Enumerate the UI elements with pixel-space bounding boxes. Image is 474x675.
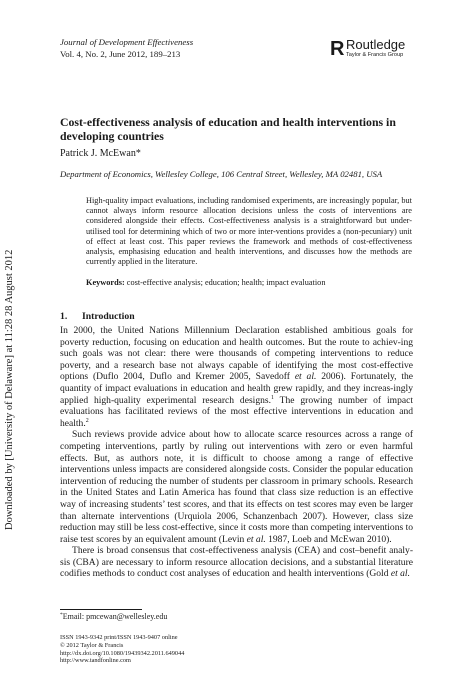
article-title: Cost-effectiveness analysis of education and health interventions in developing countries xyxy=(60,115,396,143)
body-line: of competing interventions, partly by ruling out interventions with zero or even harmful xyxy=(60,429,413,452)
download-watermark: Downloaded by [University of Delaware] at 11:28 28 August 2012 xyxy=(4,249,15,531)
body-line: United States and Latin America has found that class size reduction is an effective way of xyxy=(60,487,413,510)
body-line: evaluations has facilitated reviews of the most effective interventions in education and xyxy=(60,406,413,418)
section-number: 1. xyxy=(60,311,68,322)
body-line: codifies methods to conduct cost analyses of education and health interventions (Gold xyxy=(60,568,391,580)
journal-volume: Vol. 4, No. 2, June 2012, 189–213 xyxy=(60,48,181,59)
keywords-text: cost-effective analysis; education; health; impact evaluation xyxy=(126,278,326,287)
abstract-line: literature. xyxy=(165,257,198,267)
paragraph xyxy=(60,545,413,580)
abstract xyxy=(86,196,412,267)
body-line: poverty, and a research base not always capable of identifying the most cost-effective xyxy=(60,359,413,371)
footnote-reference: 1 xyxy=(270,394,274,401)
keywords-label: Keywords: xyxy=(86,278,125,287)
abstract-line: ventions provides a (non-pecuniary) unit of effect at least cost. This paper reviews xyxy=(86,226,412,246)
journal-header xyxy=(60,37,193,60)
body-line: unless impacts are considered alongside costs. Consider the popular education intervention xyxy=(60,464,413,487)
doi-link[interactable]: http://dx.doi.org/10.1080/19439342.2011.649044 xyxy=(60,649,185,657)
publication-meta xyxy=(60,634,184,665)
abstract-line: High-quality impact evaluations, including randomised experiments, are increasingly xyxy=(86,196,370,205)
body-line: 2006). Fortunately, the xyxy=(316,371,414,383)
body-line: effects. But, as authors note, it is difficult to choose among a range of effective interventions xyxy=(60,452,413,476)
body-line: may still be less cost-effective, since it costs more than competing interventions to raise test xyxy=(60,522,413,545)
body-line: scores by an equivalent amount (Levin xyxy=(96,533,247,545)
paragraph xyxy=(60,325,413,429)
body-line: 1987, Loeb and McEwan 2010). xyxy=(265,533,392,545)
paragraph xyxy=(60,429,413,545)
abstract-line: straightforward but under-utilised tool for determining which of two or more inter- xyxy=(86,216,412,236)
article-author: Patrick J. McEwan* xyxy=(60,148,141,159)
footnote-reference: 2 xyxy=(85,417,89,424)
routledge-logo-icon: R xyxy=(330,38,345,60)
section-heading xyxy=(60,311,135,323)
body-line: ing such goals was not clear: there were thousands of competing interventions to reduce xyxy=(60,336,413,360)
body-text xyxy=(60,325,413,580)
body-line: ingly applied high-quality experimental research designs. xyxy=(60,382,413,406)
author-affiliation: Department of Economics, Wellesley College, 106 Central Street, Wellesley, MA 02481, USA xyxy=(60,169,383,179)
body-line: of reducing the number of students per classroom in primary schools. Research in the xyxy=(60,475,413,499)
footnote-email: Email: pmcewan@wellesley.edu xyxy=(62,612,168,621)
publisher-group: Taylor & Francis Group xyxy=(346,52,404,58)
body-line: alternate interventions (Urquiola 2006, Schanzenbach 2007). However, class size reduction xyxy=(60,510,413,534)
footnote-divider xyxy=(60,609,142,610)
body-line: poverty reduction, focusing on education and health outcomes. But the route to achiev- xyxy=(60,336,401,348)
abstract-line: and health interventions, and discusses how the methods are currently applied in the xyxy=(86,247,412,267)
section-title: Introduction xyxy=(82,311,135,322)
copyright: © 2012 Taylor & Francis xyxy=(60,641,124,649)
body-line: increasing students’ test scores, and that its effects on test scores may even be larger than xyxy=(60,498,414,522)
body-line: health. xyxy=(60,417,86,429)
journal-name: Journal of Development Effectiveness xyxy=(60,37,194,47)
body-line: There is broad consensus that cost-effectiveness analysis (CEA) and cost–benefit analy- xyxy=(72,545,413,557)
issn: ISSN 1943-9342 print/ISSN 1943-9407 online xyxy=(60,634,178,641)
publisher-name: Routledge xyxy=(346,37,406,52)
body-line-italic: et al. xyxy=(294,371,317,383)
abstract-line: interventions are considered alongside their effects. Cost-effectiveness analysis is a xyxy=(86,206,412,226)
publisher-logo xyxy=(330,38,442,60)
footnote-mark: * xyxy=(60,612,63,618)
body-line: quantity of impact evaluations in education and health grew rapidly, and they increas- xyxy=(60,382,394,394)
footnote xyxy=(60,612,167,622)
keywords xyxy=(86,278,412,288)
journal-website-link[interactable]: http://www.tandfonline.com xyxy=(60,657,131,665)
body-line-italic: et al. xyxy=(246,533,266,545)
body-line: Such reviews provide advice about how to allocate scarce resources across a range xyxy=(72,429,402,441)
body-line: options (Duflo 2004, Duflo and Kremer 2005, Savedoff xyxy=(60,371,295,383)
abstract-line: popular, but cannot always inform resource allocation decisions unless the costs of xyxy=(86,196,412,216)
body-line-italic: et al. xyxy=(390,568,410,580)
body-line: sis (CBA) are necessary to inform resource allocation decisions, and a substantial literature xyxy=(60,556,413,568)
body-line: In 2000, the United Nations Millennium Declaration established ambitious goals for xyxy=(60,325,413,336)
abstract-line: the framework and methods of cost-effectiveness analysis, emphasising education xyxy=(86,236,412,257)
body-line: The growing number of impact xyxy=(273,394,413,406)
